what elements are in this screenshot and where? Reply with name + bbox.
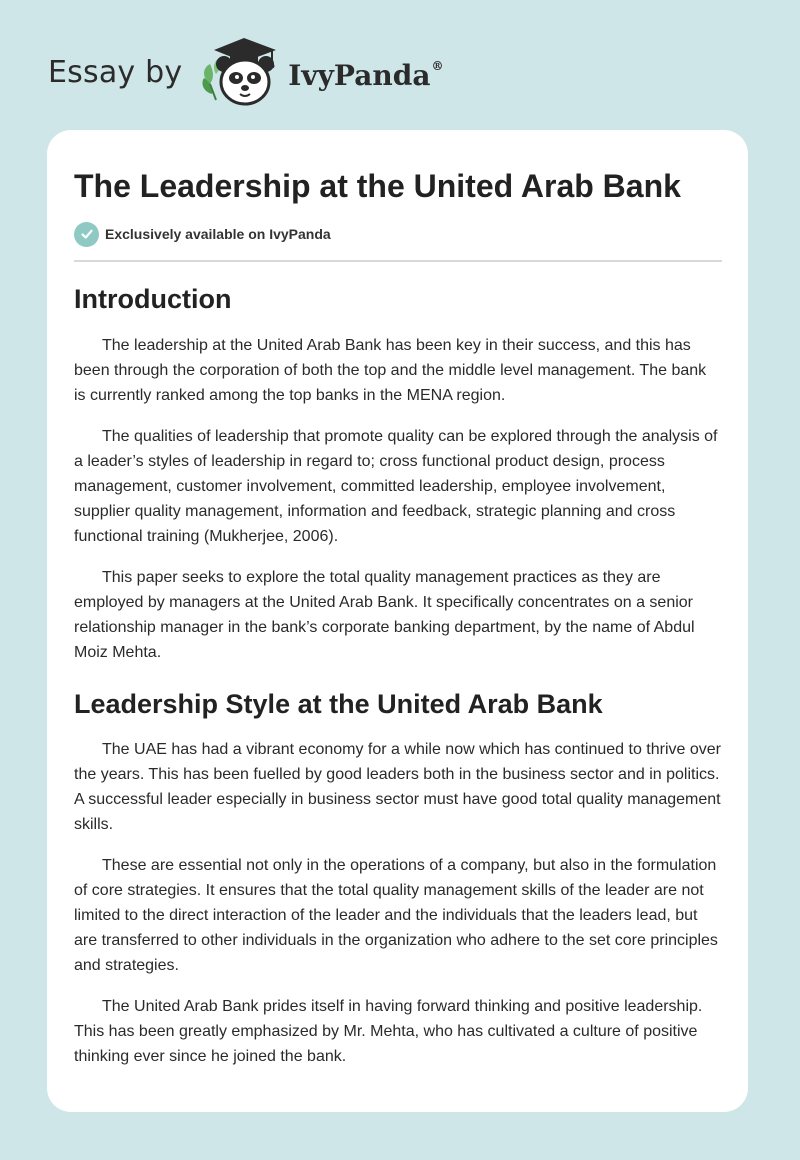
exclusive-badge [74, 220, 722, 248]
brand-text: IvyPanda [288, 58, 431, 92]
divider [74, 260, 722, 262]
essay-by-label: Essay by [48, 54, 183, 90]
paragraph: This paper seeks to explore the total quality management practices as they are employed by managers at the United Arab Bank. It specifically concentrates on a senior relationship manager in the bank’s corporate banking department, by the name of Abdul Moiz Mehta. [74, 569, 695, 661]
paragraph: The leadership at the United Arab Bank has been key in their success, and this has been through the corporation of both the top and the middle level management. The bank is currently ranked among the top banks in the MENA region. [74, 337, 707, 404]
paragraph: The qualities of leadership that promote quality can be explored through the analysis of a leader’s styles of leadership in regard to; cross functional product design, process management, customer involvement, committed leadership, employee involvement, supplier quality management, information and feedback, strategic planning and cross functional training (Mukherjee, 2006). [74, 428, 718, 545]
site-header [48, 34, 443, 110]
section-heading-introduction: Introduction [74, 284, 232, 314]
registered-mark: ® [431, 59, 444, 74]
check-icon [74, 222, 99, 247]
paragraph: The United Arab Bank prides itself in having forward thinking and positive leadership. This has been greatly emphasized by Mr. Mehta, who has cultivated a culture of positive thinking ever since he joined the bank. [74, 998, 703, 1065]
section-heading-leadership-style: Leadership Style at the United Arab Bank [74, 689, 603, 719]
paragraph: These are essential not only in the operations of a company, but also in the formulation of core strategies. It ensures that the total quality management skills of the leader are not limited to the direct interaction of the leader and the individuals that the leaders lead, but are transferred to other individuals in the organization who adhere to the set core principles and strategies. [74, 857, 718, 974]
brand-name[interactable] [288, 59, 443, 92]
page-title: The Leadership at the United Arab Bank [74, 168, 681, 204]
exclusive-label: Exclusively available on IvyPanda [105, 226, 331, 242]
panda-logo-icon[interactable] [196, 34, 286, 110]
article-card [47, 130, 748, 1112]
paragraph: The UAE has had a vibrant economy for a while now which has continued to thrive over the years. This has been fuelled by good leaders both in the business sector and in politics. A successful leader especially in business sector must have good total quality management skills. [74, 741, 721, 833]
